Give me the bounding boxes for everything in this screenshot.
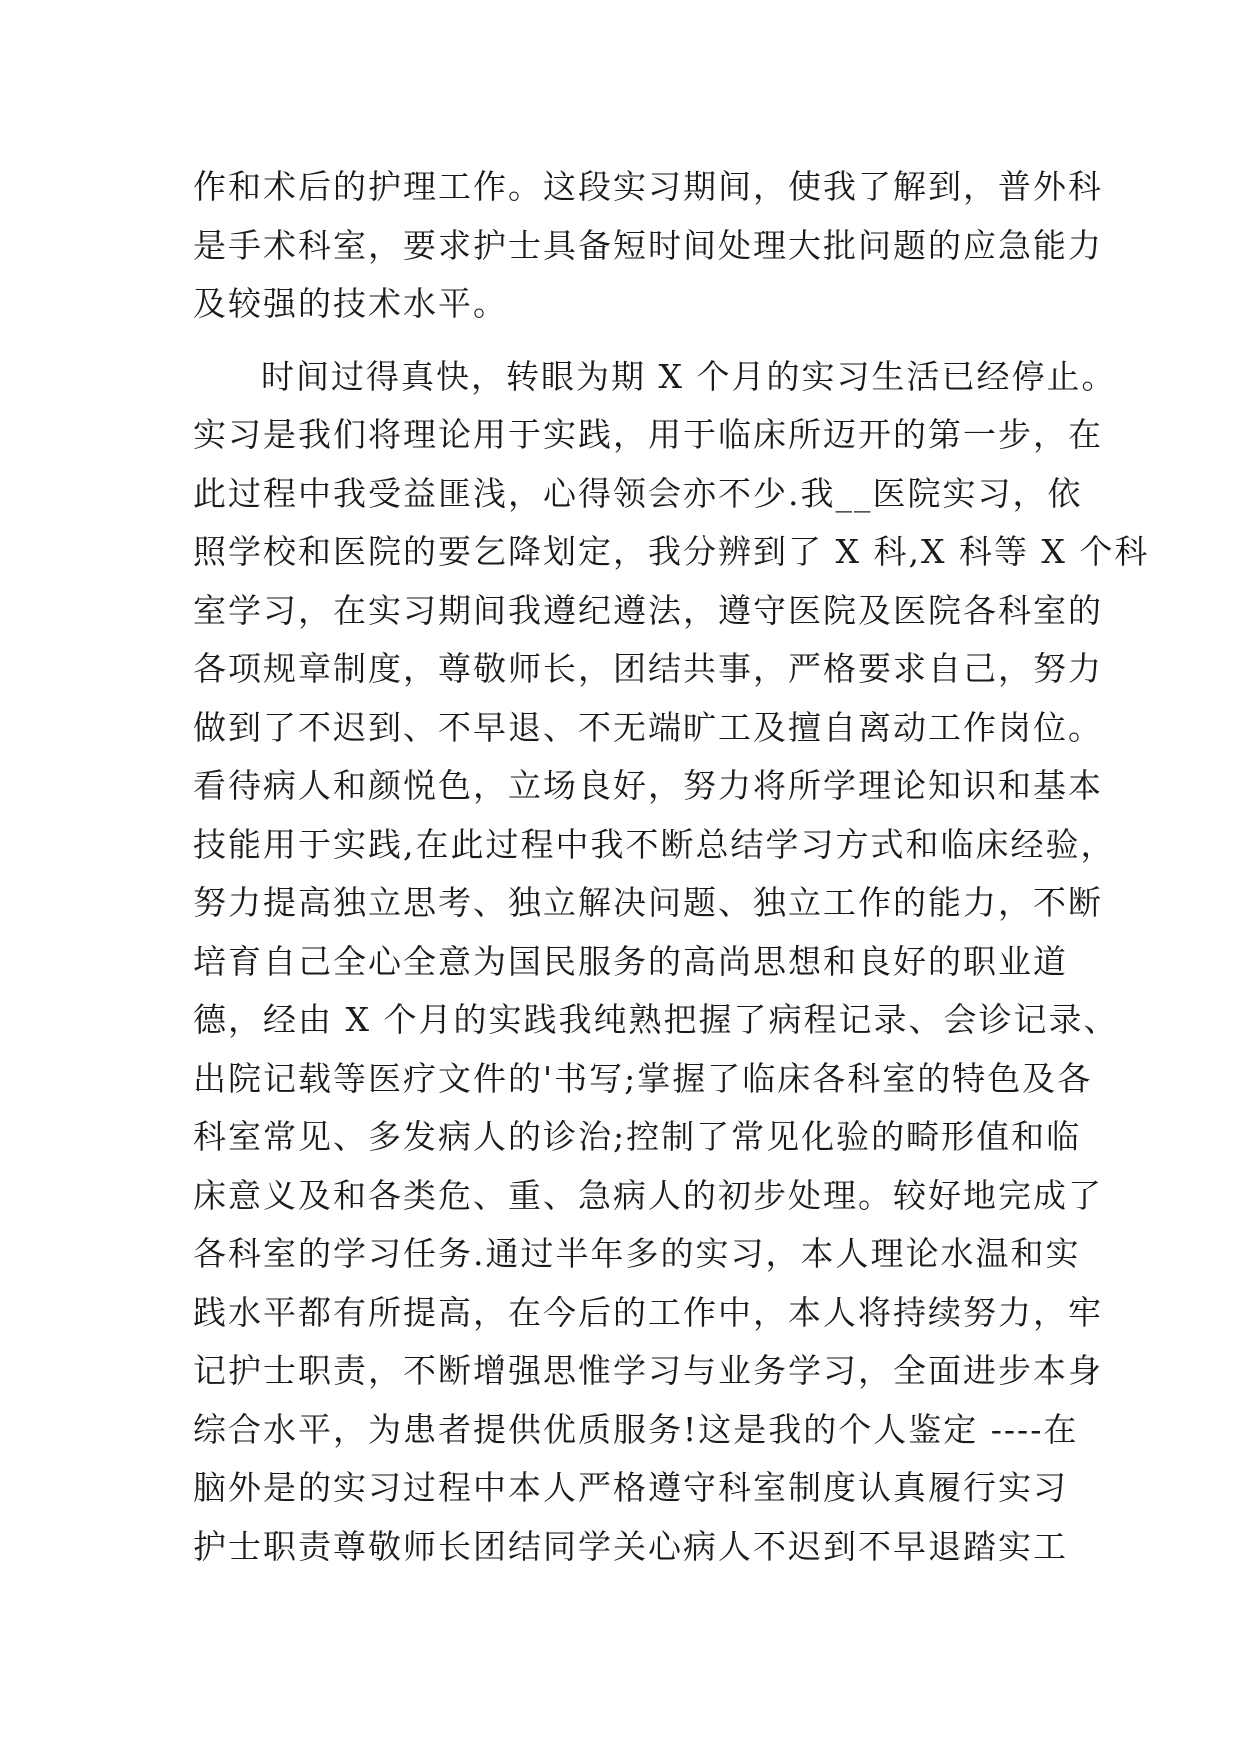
text-line: 记护士职责，不断增强思惟学习与业务学习，全面进步本身 — [193, 1351, 1103, 1390]
text-line: 出院记载等医疗文件的'书写;掌握了临床各科室的特色及各 — [193, 1058, 1093, 1098]
text-line: 努力提高独立思考、独立解决问题、独立工作的能力，不断 — [193, 883, 1103, 922]
text-line: 技能用于实践,在此过程中我不断总结学习方式和临床经验， — [193, 824, 1116, 864]
text-line: 护士职责尊敬师长团结同学关心病人不迟到不早退踏实工 — [193, 1526, 1068, 1566]
text-line: 实习是我们将理论用于实践，用于临床所迈开的第一步，在 — [193, 415, 1103, 454]
text-line: 培育自己全心全意为国民服务的高尚思想和良好的职业道 — [193, 941, 1068, 981]
text-line: 作和术后的护理工作。这段实习期间，使我了解到，普外科 — [193, 167, 1103, 206]
text-line: 照学校和医院的要乞降划定，我分辨到了 X 科,X 科等 X 个科 — [193, 532, 1150, 571]
document-body — [193, 158, 1150, 1576]
text-line: 室学习，在实习期间我遵纪遵法，遵守医院及医院各科室的 — [193, 590, 1103, 630]
text-line: 床意义及和各类危、重、急病人的初步处理。较好地完成了 — [193, 1175, 1103, 1215]
text-line: 做到了不迟到、不早退、不无端旷工及擅自离动工作岗位。 — [193, 707, 1103, 747]
text-line: 综合水平，为患者提供优质服务!这是我的个人鉴定 ----在 — [193, 1409, 1079, 1449]
text-line: 各科室的学习任务.通过半年多的实习，本人理论水温和实 — [193, 1234, 1081, 1273]
text-line: 科室常见、多发病人的诊治;控制了常见化验的畸形值和临 — [193, 1117, 1082, 1156]
paragraph-1 — [193, 158, 1103, 334]
text-line: 此过程中我受益匪浅，心得领会亦不少.我__医院实习，依 — [193, 473, 1083, 513]
text-line: 是手术科室，要求护士具备短时间处理大批问题的应急能力 — [193, 225, 1103, 265]
text-line: 践水平都有所提高，在今后的工作中，本人将持续努力，牢 — [193, 1292, 1103, 1332]
text-line: 各项规章制度，尊敬师长，团结共事，严格要求自己，努力 — [193, 649, 1103, 688]
text-line: 时间过得真快，转眼为期 X 个月的实习生活已经停止。 — [261, 356, 1117, 396]
paragraph-2 — [193, 348, 1150, 1577]
text-line: 及较强的技术水平。 — [193, 284, 508, 323]
text-line: 脑外是的实习过程中本人严格遵守科室制度认真履行实习 — [193, 1468, 1068, 1507]
text-line: 德，经由 X 个月的实践我纯熟把握了病程记录、会诊记录、 — [193, 1000, 1119, 1039]
text-line: 看待病人和颜悦色，立场良好，努力将所学理论知识和基本 — [193, 766, 1103, 805]
